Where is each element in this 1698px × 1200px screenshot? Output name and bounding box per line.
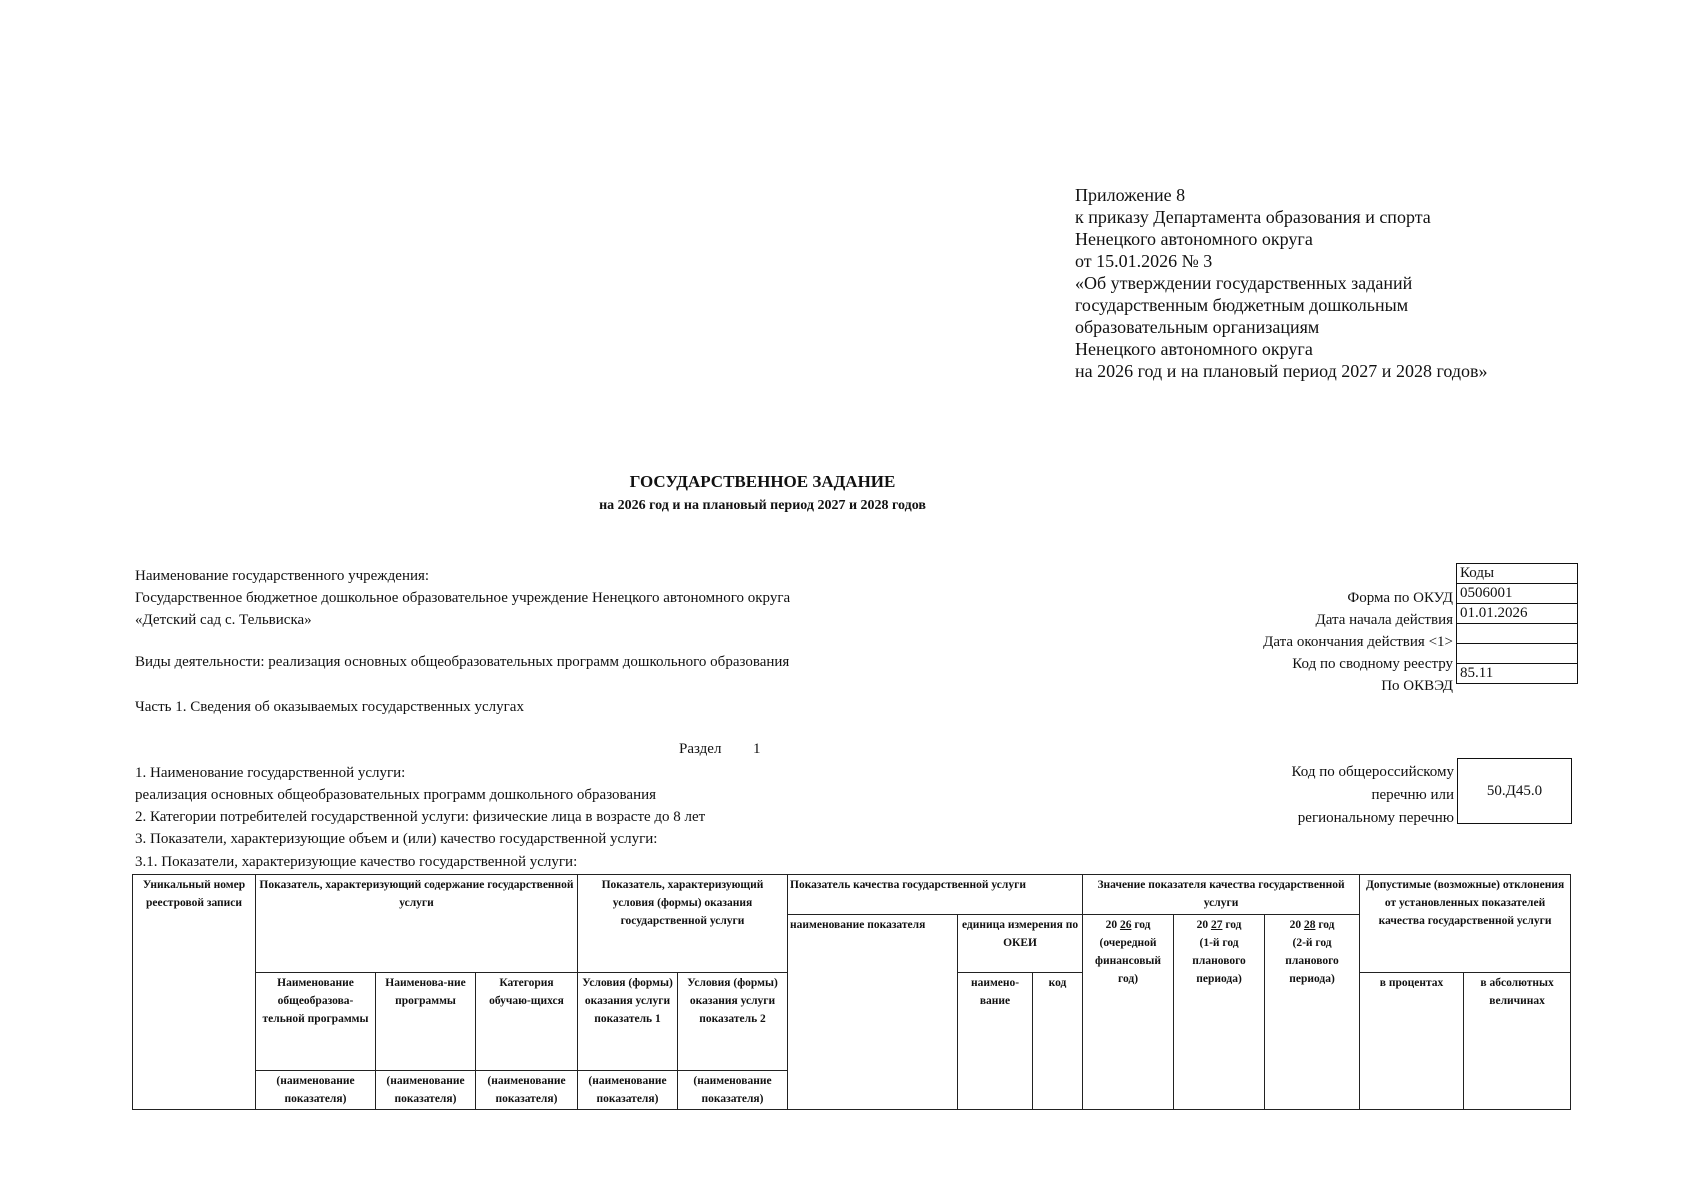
annex-block bbox=[1075, 184, 1488, 382]
header-content-indicator: Показатель, характеризующий содержание государственной услуги bbox=[256, 875, 578, 973]
header-unique-number: Уникальный номер реестровой записи bbox=[133, 875, 256, 1110]
section-label: Раздел bbox=[679, 741, 722, 757]
institution-label: Наименование государственного учреждения: bbox=[135, 568, 430, 584]
year-3-suffix: год bbox=[1318, 919, 1335, 931]
param-name-cell: (наименование показателя) bbox=[476, 1071, 578, 1110]
param-name-cell: (наименование показателя) bbox=[256, 1071, 376, 1110]
service-name-value: реализация основных общеобразовательных программ дошкольного образования bbox=[135, 787, 657, 803]
param-name-cell: (наименование показателя) bbox=[678, 1071, 788, 1110]
list-code-label-1: Код по общероссийскому bbox=[1291, 764, 1454, 780]
part-heading: Часть 1. Сведения об оказываемых государственных услугах bbox=[135, 699, 524, 715]
col-unit-name: наимено-вание bbox=[958, 973, 1033, 1110]
annex-line: на 2026 год и на плановый период 2027 и 2028 годов» bbox=[1075, 361, 1488, 381]
year-1-number: 26 bbox=[1119, 919, 1132, 931]
annex-line: «Об утверждении государственных заданий bbox=[1075, 273, 1413, 293]
header-indicator-value: Значение показателя качества государственной услуги bbox=[1083, 875, 1360, 915]
start-date-value: 01.01.2026 bbox=[1457, 604, 1578, 624]
document-subtitle: на 2026 год и на плановый период 2027 и 2028 годов bbox=[599, 498, 926, 513]
section-heading bbox=[679, 741, 760, 758]
end-date-label: Дата окончания действия <1> bbox=[1263, 634, 1453, 650]
list-code-label-3: региональному перечню bbox=[1297, 810, 1454, 826]
document-title: ГОСУДАРСТВЕННОЕ ЗАДАНИЕ bbox=[629, 472, 896, 491]
service-name-label: 1. Наименование государственной услуги: bbox=[135, 765, 406, 781]
col-program-name: Наименование общеобразова-тельной программы bbox=[256, 973, 376, 1071]
col-category: Категория обучаю-щихся bbox=[476, 973, 578, 1071]
activity-text: Виды деятельности: реализация основных общеобразовательных программ дошкольного образования bbox=[135, 654, 790, 670]
section-number: 1 bbox=[752, 741, 761, 757]
col-unit-code: код bbox=[1033, 973, 1083, 1110]
col-absolute: в абсолютных величинах bbox=[1464, 973, 1571, 1110]
year-1-prefix: 20 bbox=[1105, 919, 1118, 931]
registry-value bbox=[1457, 644, 1578, 664]
year-2-number: 27 bbox=[1210, 919, 1223, 931]
quality-table bbox=[132, 874, 1571, 1110]
header-year-2 bbox=[1174, 915, 1265, 1110]
annex-line: Приложение 8 bbox=[1075, 185, 1186, 205]
col-condition-2: Условия (формы) оказания услуги показатель 2 bbox=[678, 973, 788, 1071]
list-code-value: 50.Д45.0 bbox=[1457, 758, 1572, 824]
annex-line: к приказу Департамента образования и спорта bbox=[1075, 207, 1431, 227]
header-year-1 bbox=[1083, 915, 1174, 1110]
year-1-suffix: год bbox=[1134, 919, 1151, 931]
year-2-suffix: год bbox=[1225, 919, 1242, 931]
year-2-prefix: 20 bbox=[1196, 919, 1209, 931]
okved-label: По ОКВЭД bbox=[1381, 678, 1453, 694]
annex-line: образовательным организациям bbox=[1075, 317, 1320, 337]
annex-line: Ненецкого автономного округа bbox=[1075, 339, 1313, 359]
param-name-cell: (наименование показателя) bbox=[376, 1071, 476, 1110]
start-date-label: Дата начала действия bbox=[1315, 612, 1453, 628]
header-deviation: Допустимые (возможные) отклонения от установленных показателей качества государственной услуги bbox=[1360, 875, 1571, 973]
header-conditions-indicator: Показатель, характеризующий условия (формы) оказания государственной услуги bbox=[578, 875, 788, 973]
annex-line: Ненецкого автономного округа bbox=[1075, 229, 1313, 249]
codes-header: Коды bbox=[1457, 564, 1578, 584]
year-3-number: 28 bbox=[1303, 919, 1316, 931]
registry-label: Код по сводному реестру bbox=[1292, 656, 1453, 672]
header-year-3 bbox=[1265, 915, 1360, 1110]
col-percent: в процентах bbox=[1360, 973, 1464, 1110]
end-date-value bbox=[1457, 624, 1578, 644]
header-unit: единица измерения по ОКЕИ bbox=[958, 915, 1083, 973]
list-code-label-2: перечню или bbox=[1371, 787, 1454, 803]
col-program: Наименова-ние программы bbox=[376, 973, 476, 1071]
header-quality-indicator: Показатель качества государственной услуги bbox=[788, 875, 1083, 915]
consumer-category: 2. Категории потребителей государственной услуги: физические лица в возрасте до 8 лет bbox=[135, 809, 706, 825]
institution-name-2: «Детский сад с. Тельвиска» bbox=[135, 612, 312, 628]
annex-line: государственным бюджетным дошкольным bbox=[1075, 295, 1409, 315]
quality-indicators-heading: 3.1. Показатели, характеризующие качество государственной услуги: bbox=[135, 854, 578, 870]
year-3-prefix: 20 bbox=[1289, 919, 1302, 931]
okved-value: 85.11 bbox=[1457, 664, 1578, 684]
indicators-heading: 3. Показатели, характеризующие объем и (или) качество государственной услуги: bbox=[135, 831, 658, 847]
codes-table bbox=[1456, 563, 1578, 684]
okud-value: 0506001 bbox=[1457, 584, 1578, 604]
header-indicator-name: наименование показателя bbox=[788, 915, 958, 1110]
col-condition-1: Условия (формы) оказания услуги показатель 1 bbox=[578, 973, 678, 1071]
year-2-description: (1-й год планового периода) bbox=[1192, 937, 1246, 985]
year-1-description: (очередной финансовый год) bbox=[1095, 937, 1162, 985]
institution-name-1: Государственное бюджетное дошкольное образовательное учреждение Ненецкого автономного округа bbox=[135, 590, 791, 606]
okud-label: Форма по ОКУД bbox=[1347, 590, 1453, 606]
annex-line: от 15.01.2026 № 3 bbox=[1075, 251, 1213, 271]
param-name-cell: (наименование показателя) bbox=[578, 1071, 678, 1110]
year-3-description: (2-й год планового периода) bbox=[1285, 937, 1339, 985]
